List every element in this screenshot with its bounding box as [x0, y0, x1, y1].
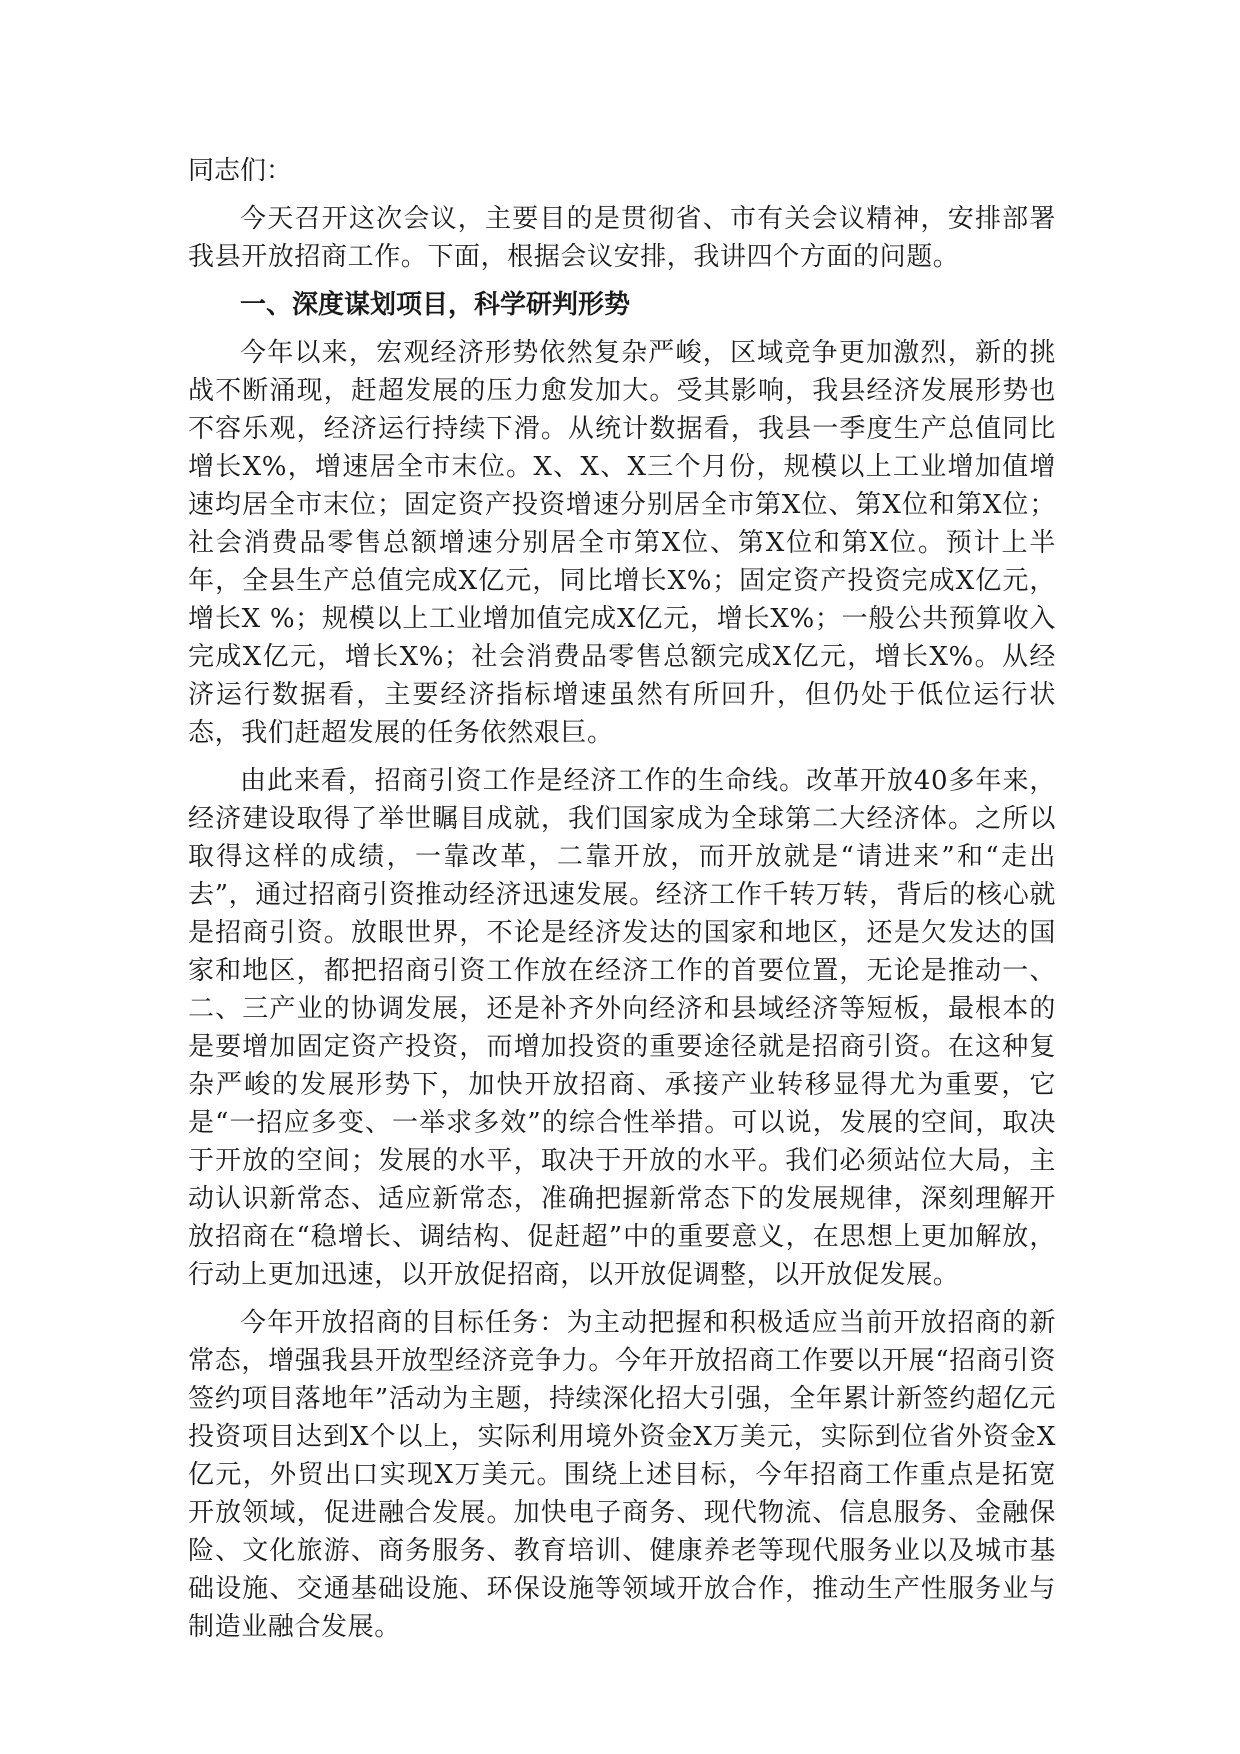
paragraph-annual-targets: 今年开放招商的目标任务：为主动把握和积极适应当前开放招商的新常态，增强我县开放型经济竞争力。今年开放招商工作要以开展“招商引资签约项目落地年”活动为主题，持续深化招大引强，全年累计新签约超亿元投资项目达到X个以上，实际利用境外资金X万美元，实际到位省外资金X亿元，外贸出口实现X万美元。围绕上述目标，今年招商工作重点是拓宽开放领域，促进融合发展。加快电子商务、现代物流、信息服务、金融保险、文化旅游、商务服务、教育培训、健康养老等现代服务业以及城市基础设施、交通基础设施、环保设施等领域开放合作，推动生产性服务业与制造业融合发展。 [188, 1308, 1056, 1642]
section-heading-1: 一、深度谋划项目，科学研判形势 [240, 290, 631, 320]
paragraph-economic-situation: 今年以来，宏观经济形势依然复杂严峻，区域竞争更加激烈，新的挑战不断涌现，赶超发展的压力愈发加大。受其影响，我县经济发展形势也不容乐观，经济运行持续下滑。从统计数据看，我县一季度生产总值同比增长X%，增速居全市末位。X、X、X三个月份，规模以上工业增加值增速均居全市末位；固定资产投资增速分别居全市第X位、第X位和第X位；社会消费品零售总额增速分别居全市第X位、第X位和第X位。预计上半年，全县生产总值完成X亿元，同比增长X%；固定资产投资完成X亿元，增长X %；规模以上工业增加值完成X亿元，增长X%；一般公共预算收入完成X亿元，增长X%；社会消费品零售总额完成X亿元，增长X%。从经济运行数据看，主要经济指标增速虽然有所回升，但仍处于低位运行状态，我们赶超发展的任务依然艰巨。 [188, 338, 1056, 748]
document-page [188, 152, 1056, 1656]
paragraph-investment-importance: 由此来看，招商引资工作是经济工作的生命线。改革开放40多年来，经济建设取得了举世瞩目成就，我们国家成为全球第二大经济体。之所以取得这样的成绩，一靠改革，二靠开放，而开放就是“请进来”和“走出去”，通过招商引资推动经济迅速发展。经济工作千转万转，背后的核心就是招商引资。放眼世界，不论是经济发达的国家和地区，还是欠发达的国家和地区，都把招商引资工作放在经济工作的首要位置，无论是推动一、二、三产业的协调发展，还是补齐外向经济和县域经济等短板，最根本的是要增加固定资产投资，而增加投资的重要途径就是招商引资。在这种复杂严峻的发展形势下，加快开放招商、承接产业转移显得尤为重要，它是“一招应多变、一举求多效”的综合性举措。可以说，发展的空间，取决于开放的空间；发展的水平，取决于开放的水平。我们必须站位大局，主动认识新常态、适应新常态，准确把握新常态下的发展规律，深刻理解开放招商在“稳增长、调结构、促赶超”中的重要意义，在思想上更加解放，行动上更加迅速，以开放促招商，以开放促调整，以开放促发展。 [188, 766, 1056, 1290]
intro-paragraph: 今天召开这次会议，主要目的是贯彻省、市有关会议精神，安排部署我县开放招商工作。下面，根据会议安排，我讲四个方面的问题。 [188, 204, 1056, 272]
salutation: 同志们： [188, 156, 293, 186]
